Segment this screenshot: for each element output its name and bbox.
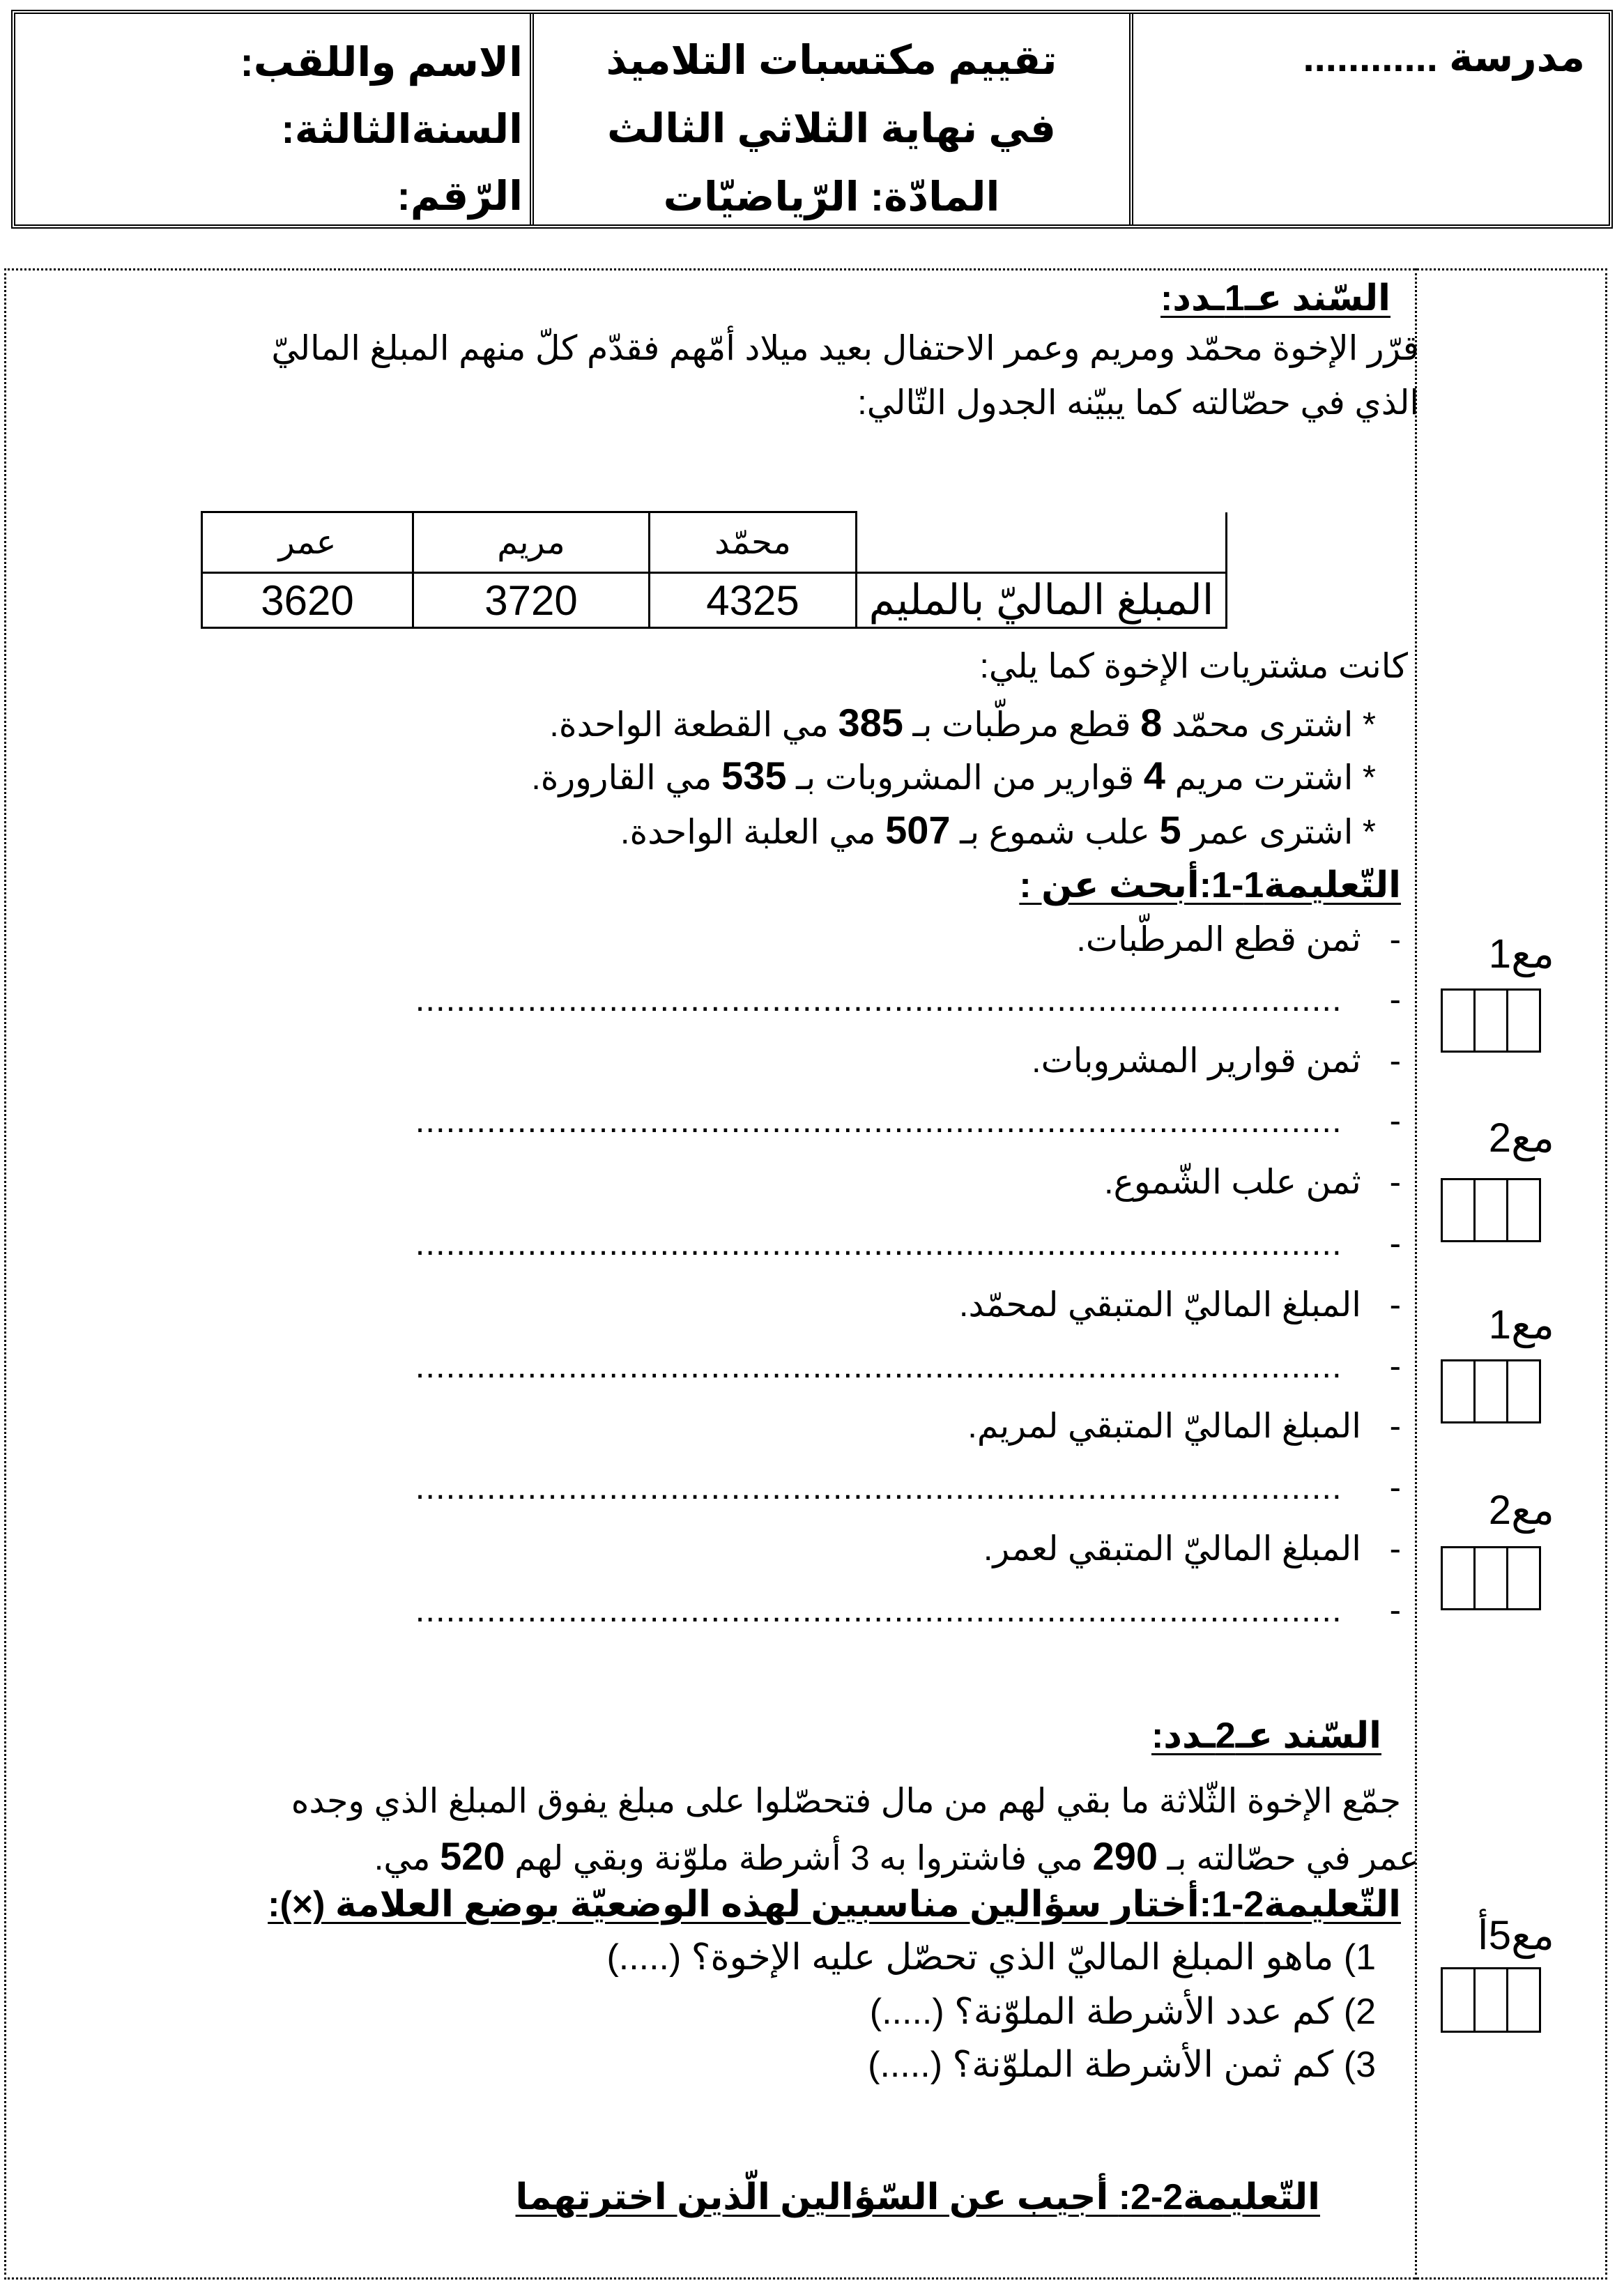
section2-text-line1: جمّع الإخوة الثّلاثة ما بقي لهم من مال فتحصّلوا على مبلغ يفوق المبلغ الذي وجده <box>291 1782 1401 1820</box>
value-cell: 3720 <box>413 573 650 628</box>
criterion-label: مع5أ <box>1477 1913 1554 1958</box>
value-cell: 3620 <box>202 573 413 628</box>
answer-line: - ........................................................................................... <box>415 1469 1401 1506</box>
question-item: - المبلغ الماليّ المتبقي لعمر. <box>983 1530 1401 1568</box>
question-item: - المبلغ الماليّ المتبقي لمحمّد. <box>958 1286 1401 1324</box>
row-label: المبلغ الماليّ بالمليم <box>857 573 1227 628</box>
choice-item: 3) كم ثمن الأشرطة الملوّنة؟ (.....) <box>868 2045 1376 2085</box>
answer-line: - ........................................................................................... <box>415 981 1401 1018</box>
value-cell: 4325 <box>650 573 857 628</box>
table-corner <box>857 512 1227 573</box>
answer-line: - ........................................................................................... <box>415 1102 1401 1140</box>
criterion-label: مع1 <box>1488 1302 1554 1347</box>
criterion-label: مع2 <box>1488 1488 1554 1533</box>
name-cell: عمر <box>202 512 413 573</box>
section2-text-line2: عمر في حصّالته بـ 290 مي فاشتروا به 3 أشرطة ملوّنة وبقي لهم 520 مي. <box>374 1834 1419 1878</box>
year-label: السنةالثالثة: <box>281 107 523 152</box>
answer-line: - ........................................................................................... <box>415 1225 1401 1262</box>
section1-intro-line1: قرّر الإخوة محمّد ومريم وعمر الاحتفال بعيد ميلاد أمّهم فقدّم كلّ منهم المبلغ الماليّ <box>271 330 1419 367</box>
choice-item: 2) كم عدد الأشرطة الملوّنة؟ (.....) <box>869 1992 1376 2032</box>
title-line-1: تقييم مكتسبات التلاميذ <box>606 38 1057 83</box>
question-item: - ثمن قوارير المشروبات. <box>1032 1042 1401 1080</box>
name-cell: مريم <box>413 512 650 573</box>
title-line-3: المادّة: الرّياضيّات <box>663 174 1000 220</box>
instruction-1-1: التّعليمة1-1:أبحث عن : <box>1019 865 1401 906</box>
score-box <box>1441 1967 1541 2033</box>
title-line-2: في نهاية الثلاثي الثالث <box>607 106 1056 151</box>
score-box <box>1441 988 1541 1053</box>
table-values-row <box>202 573 1227 628</box>
question-item: - المبلغ الماليّ المتبقي لمريم. <box>967 1407 1401 1445</box>
purchase-line: * اشترى عمر 5 علب شموع بـ 507 مي العلبة الواحدة. <box>620 808 1376 852</box>
name-cell: محمّد <box>650 512 857 573</box>
criterion-label: مع2 <box>1488 1115 1554 1161</box>
instruction-2-1: التّعليمة2-1:أختار سؤالين مناسبين لهذه الوضعيّة بوضع العلامة (×): <box>268 1884 1401 1925</box>
purchase-line: * اشترى محمّد 8 قطع مرطّبات بـ 385 مي القطعة الواحدة. <box>549 701 1376 745</box>
question-item: - ثمن علب الشّموع. <box>1104 1163 1401 1201</box>
header-box <box>11 10 1613 229</box>
margin-divider <box>1415 268 1417 2280</box>
purchase-line: * اشترت مريم 4 قوارير من المشروبات بـ 535 مي القارورة. <box>531 754 1376 797</box>
score-box <box>1441 1359 1541 1423</box>
purchases-intro: كانت مشتريات الإخوة كما يلي: <box>979 648 1408 685</box>
student-info-cell <box>15 14 530 224</box>
criterion-label: مع1 <box>1488 931 1554 977</box>
question-item: - ثمن قطع المرطّبات. <box>1076 921 1401 959</box>
score-box <box>1441 1178 1541 1242</box>
title-cell <box>530 14 1129 224</box>
section1-intro-line2: الذي في حصّالته كما يبيّنه الجدول التّالي: <box>857 384 1419 422</box>
school-cell <box>1129 14 1609 224</box>
money-table <box>201 511 1227 629</box>
table-header-row <box>202 512 1227 573</box>
section2-heading: السّند عـ2ـدد: <box>1151 1716 1381 1756</box>
answer-line: - ........................................................................................... <box>415 1347 1401 1385</box>
school-label: مدرسة ............ <box>1303 35 1585 80</box>
score-box <box>1441 1546 1541 1610</box>
number-label: الرّقم: <box>397 174 523 219</box>
name-label: الاسم واللقب: <box>240 40 523 85</box>
instruction-2-2: التّعليمة2-2: أجيب عن السّؤالين الّذين اخترتهما <box>515 2177 1320 2217</box>
section1-heading: السّند عـ1ـدد: <box>1160 278 1391 319</box>
choice-item: 1) ماهو المبلغ الماليّ الذي تحصّل عليه الإخوة؟ (.....) <box>606 1937 1376 1978</box>
answer-line: - ........................................................................................... <box>415 1591 1401 1629</box>
